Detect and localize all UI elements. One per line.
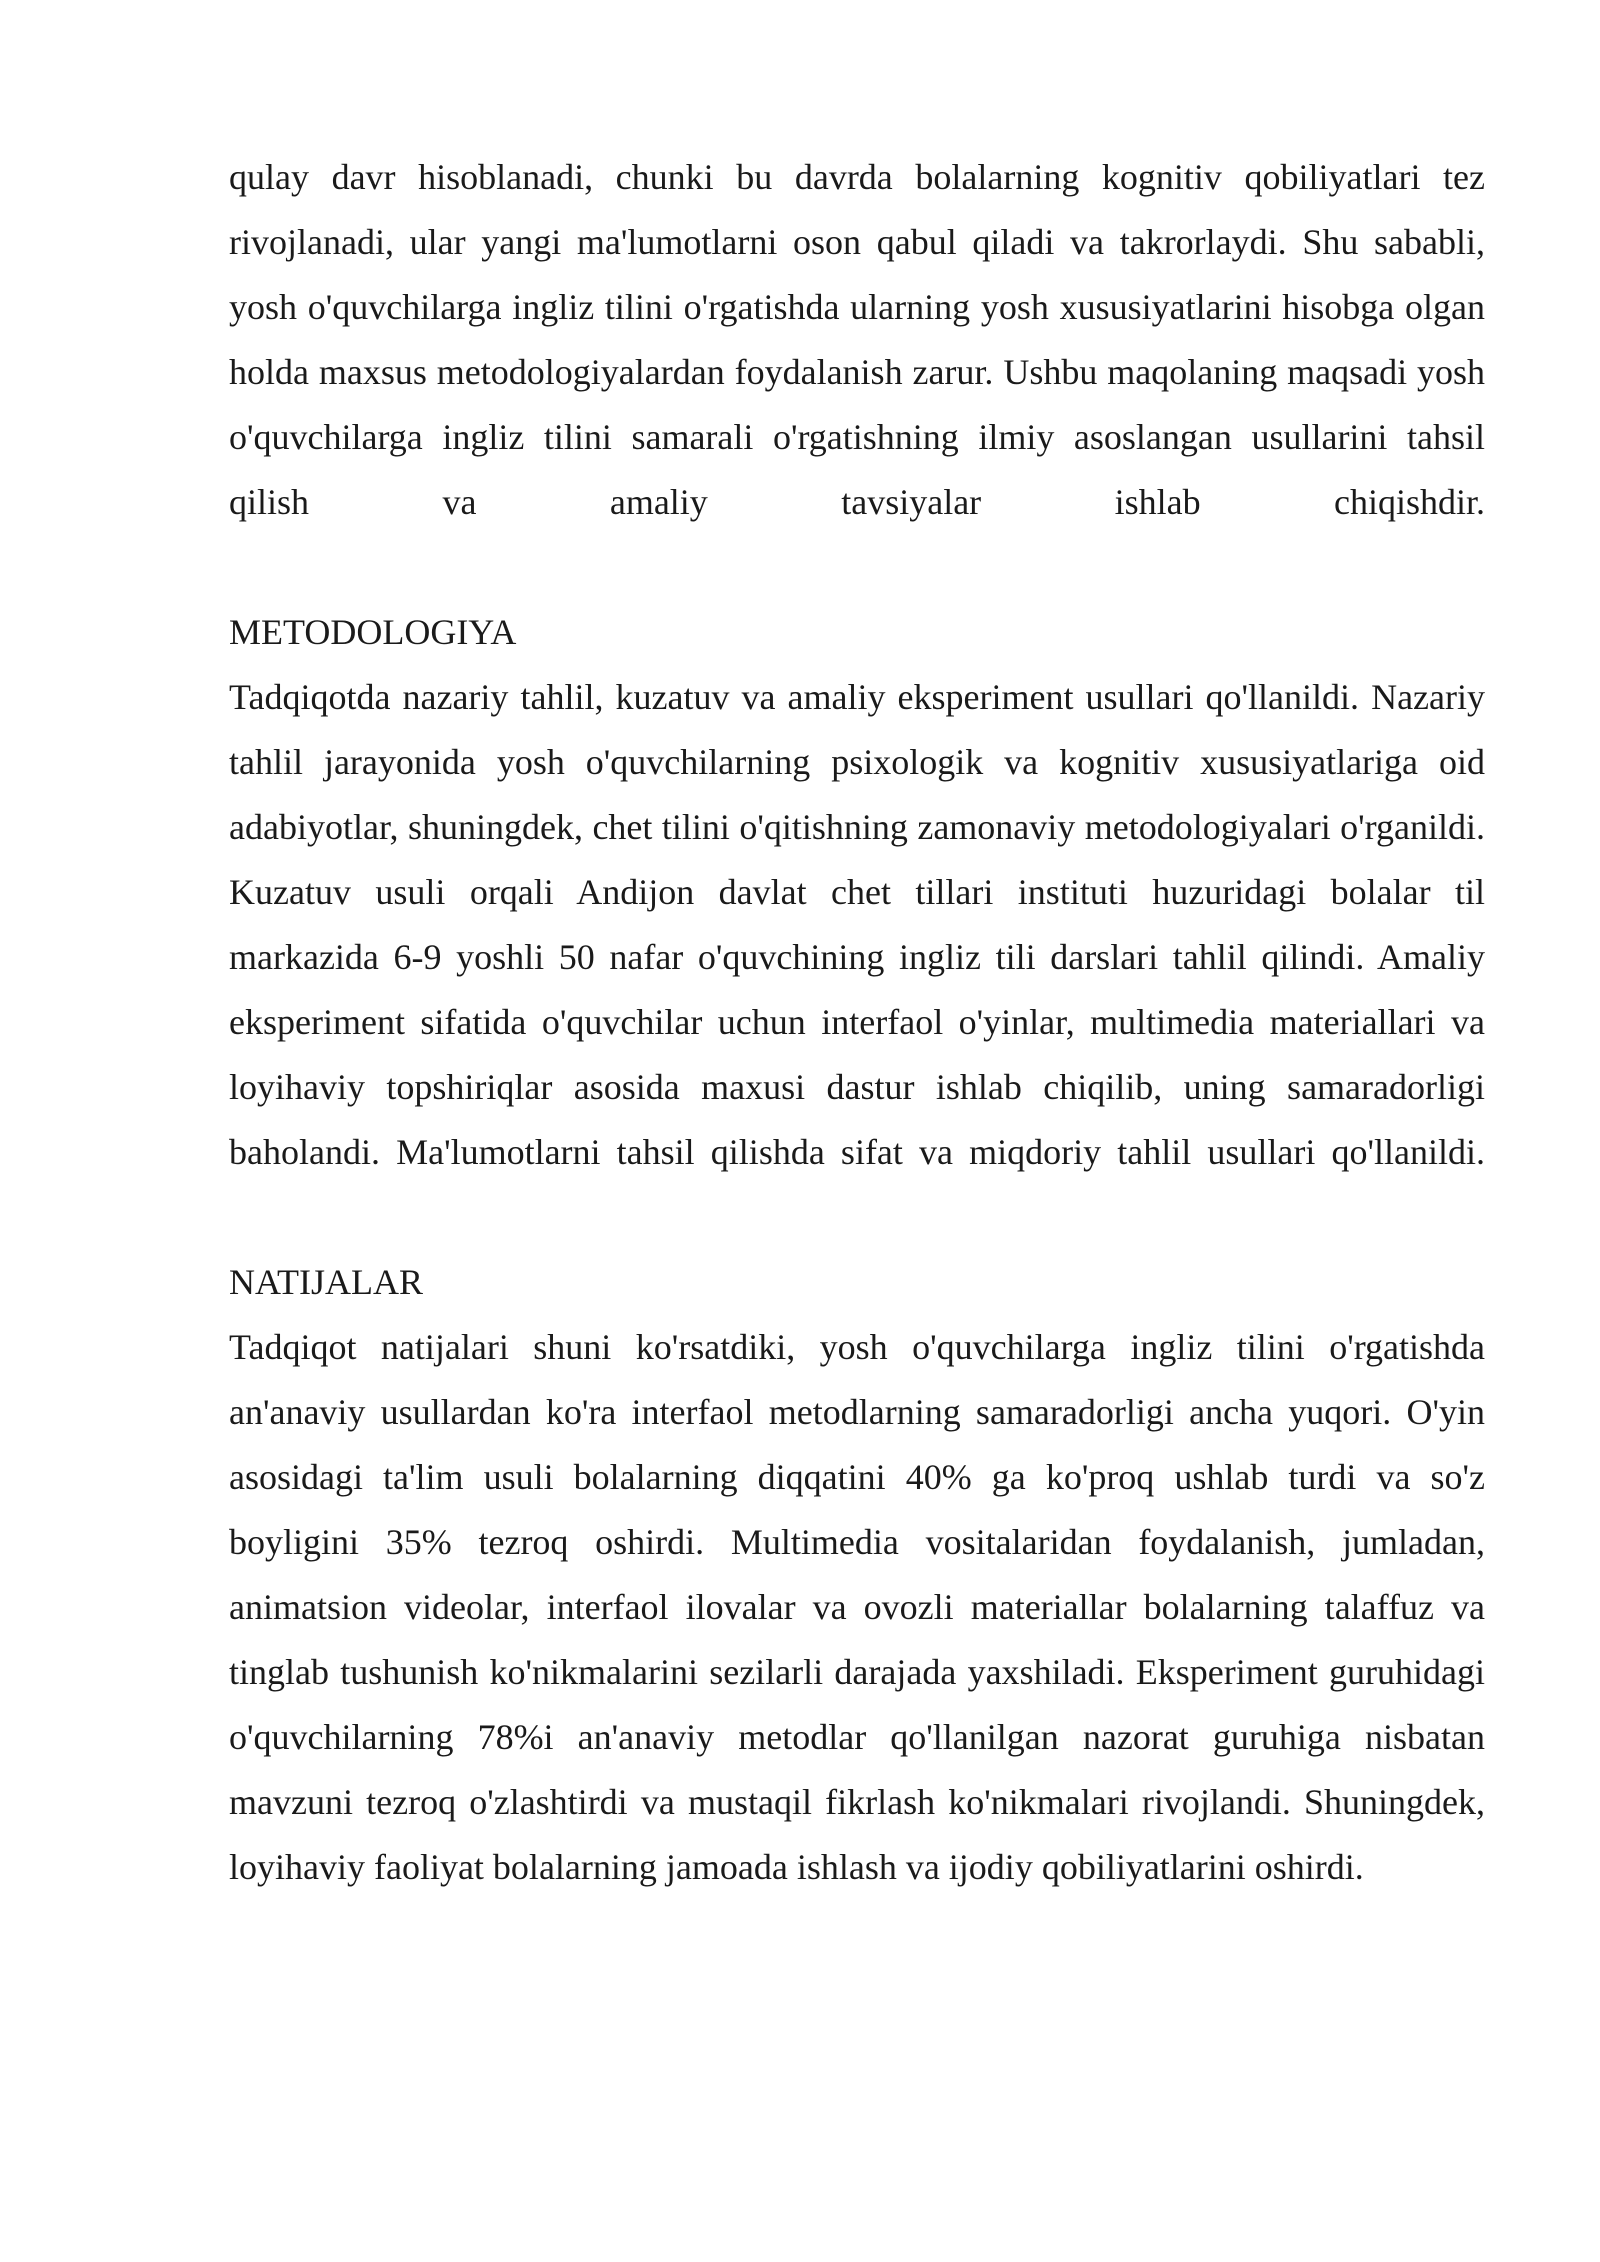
document-body [229, 145, 1485, 1900]
intro-paragraph: qulay davr hisoblanadi, chunki bu davrda bolalarning kognitiv qobiliyatlari tez rivojlanadi, ular yangi ma'lumotlarni oson qabul qiladi va takrorlaydi. Shu sababli, yosh o'quvchilarga ingliz tilini o'rgatishda ularning yosh xususiyatlarini hisobga olgan holda maxsus metodologiyalardan foydalanish zarur. Ushbu maqolaning maqsadi yosh o'quvchilarga ingliz tilini samarali o'rgatishning ilmiy asoslangan usullarini tahsil qilish va amaliy tavsiyalar ishlab chiqishdir. [229, 157, 1485, 522]
methodology-heading: METODOLOGIYA [229, 612, 517, 652]
results-paragraph: Tadqiqot natijalari shuni ko'rsatdiki, yosh o'quvchilarga ingliz tilini o'rgatishda an'anaviy usullardan ko'ra interfaol metodlarning samaradorligi ancha yuqori. O'yin asosidagi ta'lim usuli bolalarning diqqatini 40% ga ko'proq ushlab turdi va so'z boyligini 35% tezroq oshirdi. Multimedia vositalaridan foydalanish, jumladan, animatsion videolar, interfaol ilovalar va ovozli materiallar bolalarning talaffuz va tinglab tushunish ko'nikmalarini sezilarli darajada yaxshiladi. Eksperiment guruhidagi o'quvchilarning 78%i an'anaviy metodlar qo'llanilgan nazorat guruhiga nisbatan mavzuni tezroq o'zlashtirdi va mustaqil fikrlash ko'nikmalari rivojlandi. Shuningdek, loyihaviy faoliyat bolalarning jamoada ishlash va ijodiy qobiliyatlarini oshirdi. [229, 1327, 1485, 1887]
results-heading: NATIJALAR [229, 1262, 423, 1302]
methodology-paragraph: Tadqiqotda nazariy tahlil, kuzatuv va amaliy eksperiment usullari qo'llanildi. Nazariy tahlil jarayonida yosh o'quvchilarning psixologik va kognitiv xususiyatlariga oid adabiyotlar, shuningdek, chet tilini o'qitishning zamonaviy metodologiyalari o'rganildi. Kuzatuv usuli orqali Andijon davlat chet tillari instituti huzuridagi bolalar til markazida 6-9 yoshli 50 nafar o'quvchining ingliz tili darslari tahlil qilindi. Amaliy eksperiment sifatida o'quvchilar uchun interfaol o'yinlar, multimedia materiallari va loyihaviy topshiriqlar asosida maxusi dastur ishlab chiqilib, uning samaradorligi baholandi. Ma'lumotlarni tahsil qilishda sifat va miqdoriy tahlil usullari qo'llanildi. [229, 677, 1485, 1172]
